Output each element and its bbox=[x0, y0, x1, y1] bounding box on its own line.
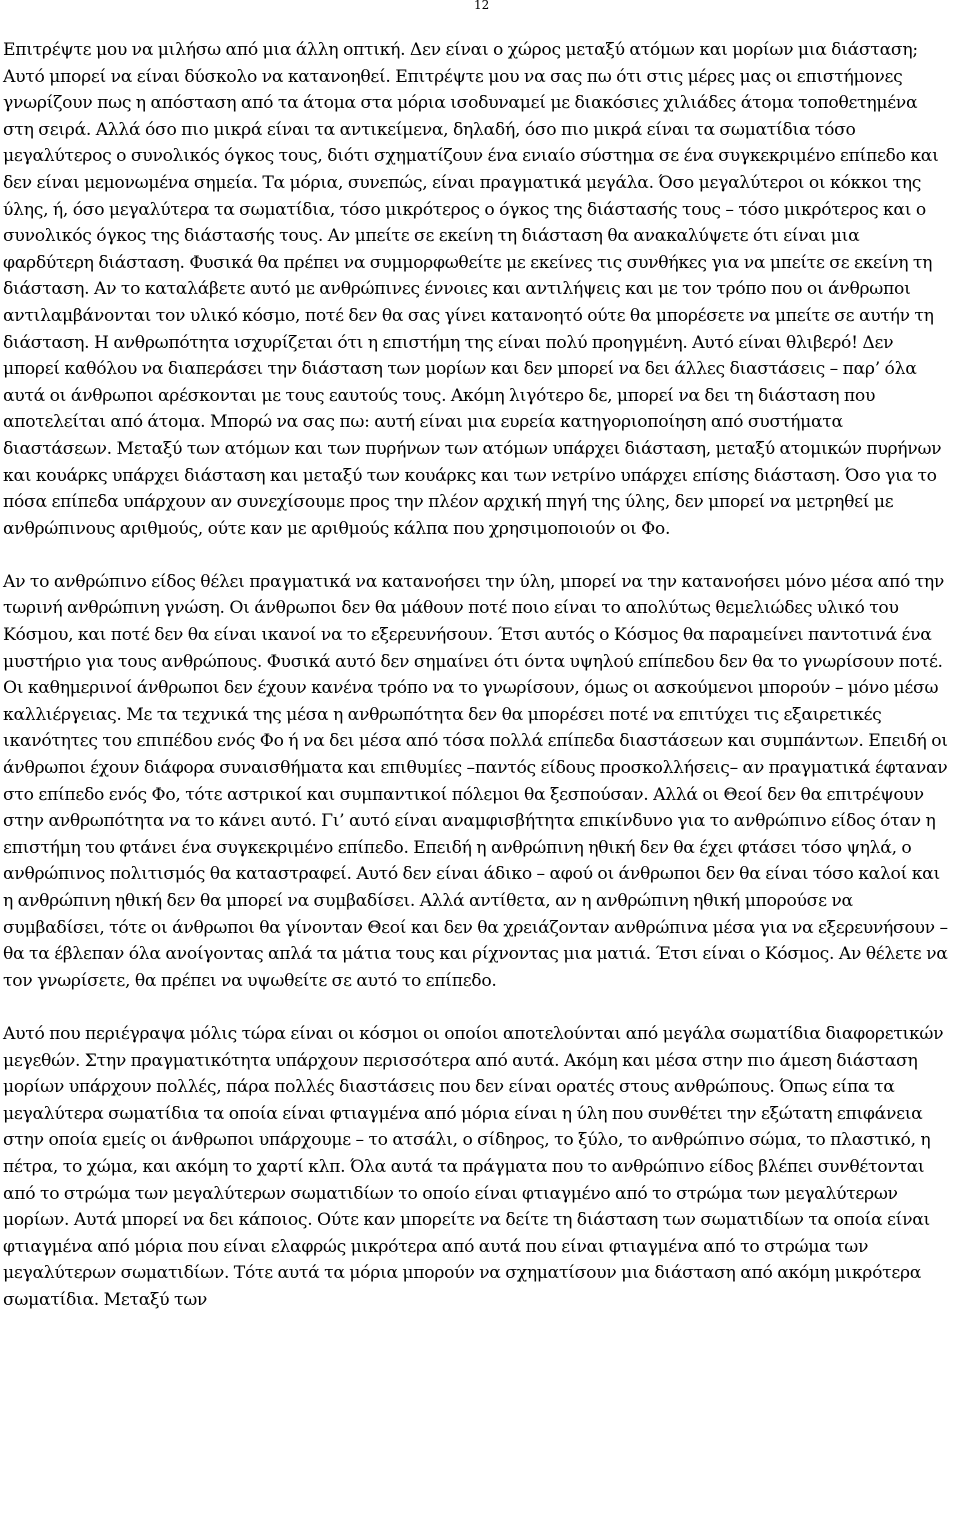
paragraph-3: Αυτό που περιέγραψα μόλις τώρα είναι οι κόσμοι οι οποίοι αποτελούνται από μεγάλα σωματίδια διαφορετικών μεγεθών. Στην πραγματικότητα υπάρχουν περισσότερα από αυτά. Ακόμη και μέσα στην πιο άμεση διάσταση μορίων υπάρχουν πολλές, πάρα πολλές διαστάσεις που δεν είναι ορατές στους ανθρώπους. Όπως είπα τα μεγαλύτερα σωματίδια τα οποία είναι φτιαγμένα από μόρια είναι η ύλη που συνθέτει την εξώτατη επιφάνεια στην οποία εμείς οι άνθρωποι υπάρχουμε – το ατσάλι, ο σίδηρος, το ξύλο, το ανθρώπινο σώμα, το πλαστικό, η πέτρα, το χώμα, και ακόμη το χαρτί κλπ. Όλα αυτά τα πράγματα που το ανθρώπινο είδος βλέπει συνθέτονται από το στρώμα των μεγαλύτερων σωματιδίων το οποίο είναι φτιαγμένο από το στρώμα των μεγαλύτερων μορίων. Αυτά μπορεί να δει κάποιος. Ούτε καν μπορείτε να δείτε τη διάσταση των σωματιδίων τα οποία είναι φτιαγμένα από μόρια που είναι ελαφρώς μικρότερα από αυτά που είναι φτιαγμένα από το στρώμα των μεγαλύτερων σωματιδίων. Τότε αυτά τα μόρια μπορούν να σχηματίσουν μια διάσταση από ακόμη μικρότερα σωματίδια. Μεταξύ των bbox=[3, 1023, 944, 1310]
paragraph-1: Επιτρέψτε μου να μιλήσω από μια άλλη οπτική. Δεν είναι ο χώρος μεταξύ ατόμων και μορίων μια διάσταση; Αυτό μπορεί να είναι δύσκολο να κατανοηθεί. Επιτρέψτε μου να σας πω ότι στις μέρες μας οι επιστήμονες γνωρίζουν πως η απόσταση από τα άτομα στα μόρια ισοδυναμεί με διακόσιες χιλιάδες άτομα τοποθετημένα στη σειρά. Αλλά όσο πιο μικρά είναι τα αντικείμενα, δηλαδή, όσο πιο μικρά είναι τα σωματίδια τόσο μεγαλύτερος ο συνολικός όγκος τους, διότι σχηματίζουν ένα ενιαίο σύστημα σε ένα συγκεκριμένο επίπεδο και δεν είναι μεμονωμένα σημεία. Τα μόρια, συνεπώς, είναι πραγματικά μεγάλα. Όσο μεγαλύτεροι οι κόκκοι της ύλης, ή, όσο μεγαλύτερα τα σωματίδια, τόσο μικρότερος ο όγκος της διάστασής τους – τόσο μικρότερος και ο συνολικός όγκος της διάστασής τους. Αν μπείτε σε εκείνη τη διάσταση θα ανακαλύψετε ότι είναι μια φαρδύτερη διάσταση. Φυσικά θα πρέπει να συμμορφωθείτε με εκείνες τις συνθήκες για να μπείτε σε εκείνη τη διάσταση. Αν το καταλάβετε αυτό με ανθρώπινες έννοιες και αντιλήψεις και με τον τρόπο που οι άνθρωποι αντιλαμβάνονται τον υλικό κόσμο, ποτέ δεν θα σας γίνει κατανοητό ούτε θα μπορέσετε να μπείτε σε αυτήν τη διάσταση. Η ανθρωπότητα ισχυρίζεται ότι η επιστήμη της είναι πολύ προηγμένη. Αυτό είναι θλιβερό! Δεν μπορεί καθόλου να διαπεράσει την διάσταση των μορίων και δεν μπορεί να δει άλλες διαστάσεις – παρ’ όλα αυτά οι άνθρωποι αρέσκονται με τους εαυτούς τους. Ακόμη λιγότερο δε, μπορεί να δει τη διάσταση που αποτελείται από άτομα. Μπορώ να σας πω: αυτή είναι μια ευρεία κατηγοριοποίηση από συστήματα διαστάσεων. Μεταξύ των ατόμων και των πυρήνων των ατόμων υπάρχει διάσταση, μεταξύ ατομικών πυρήνων και κουάρκς υπάρχει διάσταση και μεταξύ των κουάρκς και των νετρίνο υπάρχει επίσης διάσταση. Όσο για το πόσα επίπεδα υπάρχουν αν συνεχίσουμε προς την πλέον αρχική πηγή της ύλης, δεν μπορεί να μετρηθεί με ανθρώπινους αριθμούς, ούτε καν με αριθμούς κάλπα που χρησιμοποιούν οι Φο. bbox=[3, 40, 942, 539]
page-number: 12 bbox=[474, 0, 490, 12]
document-body bbox=[3, 37, 951, 1314]
paragraph-2: Αν το ανθρώπινο είδος θέλει πραγματικά να κατανοήσει την ύλη, μπορεί να την κατανοήσει μόνο μέσα από την τωρινή ανθρώπινη γνώση. Οι άνθρωποι δεν θα μάθουν ποτέ ποιο είναι το απολύτως θεμελιώδες υλικό του Κόσμου, και ποτέ δεν θα είναι ικανοί να το εξερευνήσουν. Έτσι αυτός ο Κόσμος θα παραμείνει παντοτινά ένα μυστήριο για τους ανθρώπους. Φυσικά αυτό δεν σημαίνει ότι όντα υψηλού επίπεδου δεν θα το γνωρίσουν ποτέ. Οι καθημερινοί άνθρωποι δεν έχουν κανένα τρόπο να το γνωρίσουν, όμως οι ασκούμενοι μπορούν – μόνο μέσω καλλιέργειας. Με τα τεχνικά της μέσα η ανθρωπότητα δεν θα μπορέσει ποτέ να επιτύχει τις εξαιρετικές ικανότητες του επιπέδου ενός Φο ή να δει μέσα από τόσα πολλά επίπεδα διαστάσεων και συμπάντων. Επειδή οι άνθρωποι έχουν διάφορα συναισθήματα και επιθυμίες –παντός είδους προσκολλήσεις– αν πραγματικά έφταναν στο επίπεδο ενός Φο, τότε αστρικοί και συμπαντικοί πόλεμοι θα ξεσπούσαν. Αλλά οι Θεοί δεν θα επιτρέψουν στην ανθρωπότητα να το κάνει αυτό. Γι’ αυτό είναι αναμφισβήτητα επικίνδυνο για το ανθρώπινο είδος όταν η επιστήμη του φτάνει ένα συγκεκριμένο επίπεδο. Επειδή η ανθρώπινη ηθική δεν θα έχει φτάσει τόσο ψηλά, ο ανθρώπινος πολιτισμός θα καταστραφεί. Αυτό δεν είναι άδικο – αφού οι άνθρωποι δεν θα είναι τόσο καλοί και η ανθρώπινη ηθική δεν θα μπορεί να συμβαδίσει. Αλλά αντίθετα, αν η ανθρώπινη ηθική μπορούσε να συμβαδίσει, τότε οι άνθρωποι θα γίνονταν Θεοί και δεν θα χρειάζονταν ανθρώπινα μέσα για να εξερευνήσουν – θα τα έβλεπαν όλα ανοίγοντας απλά τα μάτια τους και ρίχνοντας μια ματιά. Έτσι είναι ο Κόσμος. Αν θέλετε να τον γνωρίσετε, θα πρέπει να υψωθείτε σε αυτό το επίπεδο. bbox=[3, 571, 948, 991]
